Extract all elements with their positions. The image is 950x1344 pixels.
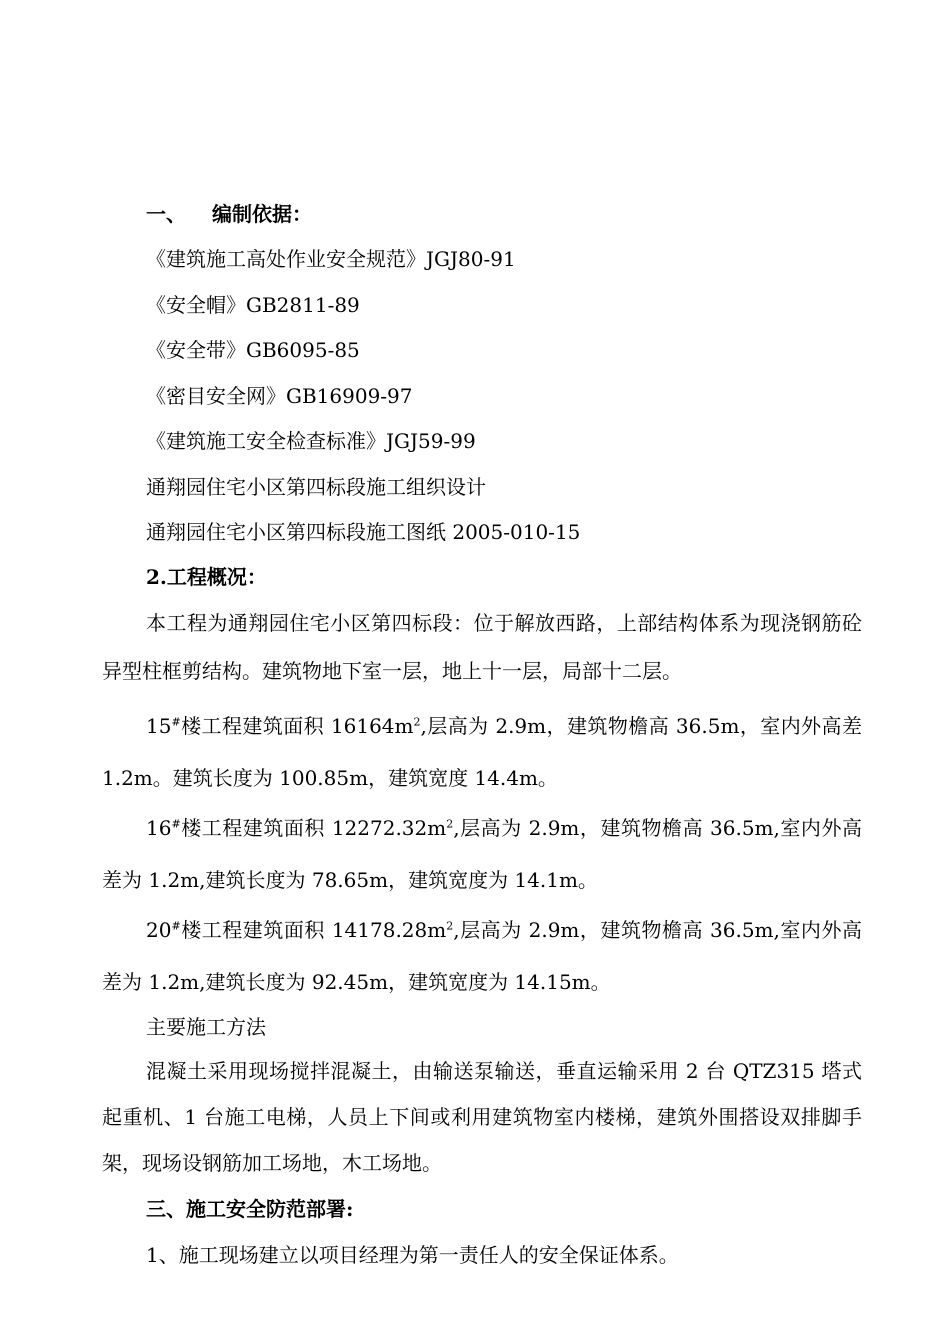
reference-item: 《安全帽》GB2811-89: [146, 293, 360, 317]
section2-heading: 2.工程概况：: [146, 565, 267, 589]
reference-item: 《建筑施工安全检查标准》JGJ59-99: [146, 429, 476, 453]
section1-number: 一、: [146, 202, 186, 226]
section3-item: 1、施工现场建立以项目经理为第一责任人的安全保证体系。: [146, 1243, 679, 1267]
section1-title: 编制依据：: [212, 202, 312, 226]
reference-item: 《建筑施工高处作业安全规范》JGJ80-91: [146, 247, 516, 271]
building-area: 楼工程建筑面积 12272.32m: [180, 816, 447, 840]
building-area: 楼工程建筑面积 16164m: [180, 714, 414, 738]
method-paragraph: 混凝土采用现场搅拌混凝土，由输送泵输送，垂直运输采用 2 台 QTZ315 塔式起重机、1 台施工电梯，人员上下间或利用建筑物室内楼梯，建筑外围搭设双排脚手架，现场设钢筋加工场地，木工场地。: [102, 1059, 862, 1175]
building-16-paragraph: [102, 802, 862, 906]
area-unit-sup: 2: [413, 715, 421, 729]
section3-heading: 三、施工安全防范部署:: [146, 1197, 354, 1221]
area-unit-sup: 2: [446, 919, 454, 933]
overview-paragraph: 本工程为通翔园住宅小区第四标段：位于解放西路，上部结构体系为现浇钢筋砼异型柱框剪结构。建筑物地下室一层，地上十一层，局部十二层。: [102, 611, 862, 683]
building-sup: #: [171, 715, 181, 729]
reference-item: 《安全带》GB6095-85: [146, 338, 360, 362]
reference-item: 通翔园住宅小区第四标段施工组织设计: [146, 475, 486, 499]
method-title: 主要施工方法: [146, 1015, 266, 1039]
building-number: 20: [146, 918, 172, 942]
building-number: 15: [146, 714, 172, 738]
section1-heading: [146, 199, 312, 229]
reference-item: 《密目安全网》GB16909-97: [146, 384, 413, 408]
building-details: ,层高为 2.9m，建筑物檐高 36.5m,室内外高差为 1.2m,建筑长度为 92.45m，建筑宽度为 14.15m。: [102, 918, 862, 994]
building-20-paragraph: [102, 904, 862, 1008]
building-details: ,层高为 2.9m，建筑物檐高 36.5m，室内外高差 1.2m。建筑长度为 100.85m，建筑宽度 14.4m。: [102, 714, 862, 790]
building-sup: #: [171, 919, 181, 933]
area-unit-sup: 2: [446, 817, 454, 831]
building-area: 楼工程建筑面积 14178.28m: [180, 918, 447, 942]
building-15-paragraph: [102, 700, 862, 804]
building-number: 16: [146, 816, 172, 840]
reference-item: 通翔园住宅小区第四标段施工图纸 2005-010-15: [146, 520, 581, 544]
building-sup: #: [171, 817, 181, 831]
building-details: ,层高为 2.9m，建筑物檐高 36.5m,室内外高差为 1.2m,建筑长度为 78.65m，建筑宽度为 14.1m。: [102, 816, 862, 892]
